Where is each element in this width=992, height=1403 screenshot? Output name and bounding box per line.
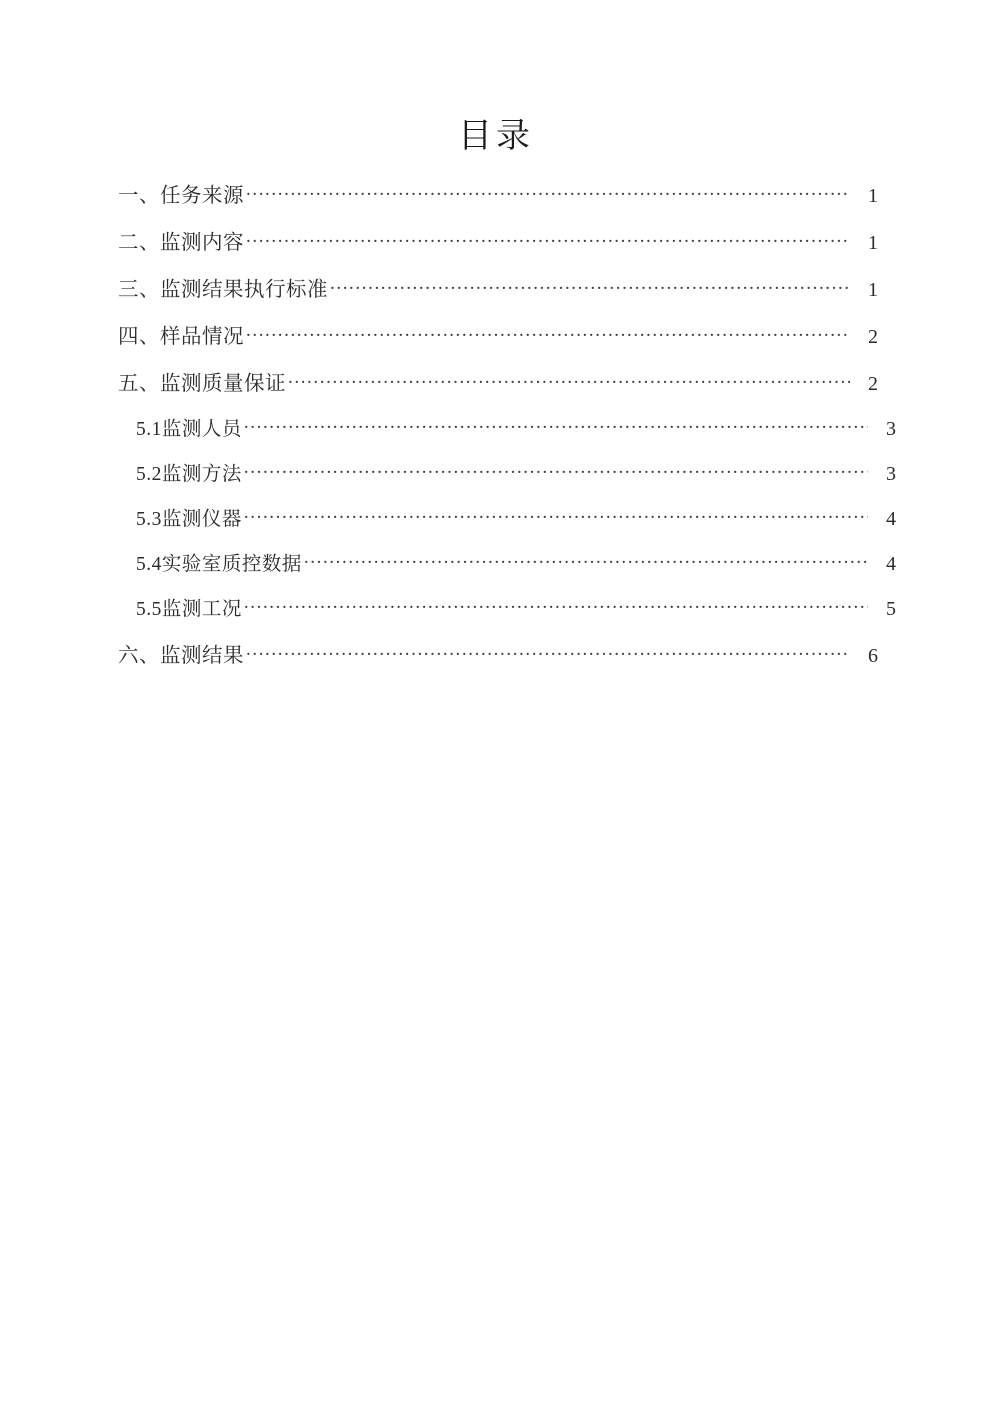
toc-entry-label: 六、监测结果 <box>118 645 244 667</box>
toc-entry[interactable] <box>118 638 878 668</box>
toc-entry[interactable] <box>118 178 878 208</box>
toc-entry[interactable] <box>118 503 896 531</box>
toc-entry-page: 3 <box>886 463 896 485</box>
toc-leader-dots <box>244 596 868 616</box>
toc-entry-label: 五、监测质量保证 <box>118 373 286 395</box>
toc-leader-dots <box>244 461 868 481</box>
toc-entry-page: 1 <box>868 185 878 207</box>
toc-leader-dots <box>246 229 850 250</box>
toc-entry-label: 一、任务来源 <box>118 185 244 207</box>
toc-entry-page: 1 <box>868 232 878 254</box>
toc-entry[interactable] <box>118 593 896 621</box>
toc-entry-page: 6 <box>868 645 878 667</box>
table-of-contents <box>118 178 896 685</box>
page-title: 目录 <box>458 118 534 155</box>
toc-entry[interactable] <box>118 319 878 349</box>
toc-leader-dots <box>244 416 868 436</box>
toc-entry-label: 5.4实验室质控数据 <box>136 554 302 575</box>
toc-leader-dots <box>330 276 850 297</box>
toc-entry[interactable] <box>118 458 896 486</box>
toc-entry-label: 三、监测结果执行标准 <box>118 279 328 301</box>
toc-entry-label: 5.2监测方法 <box>136 464 242 485</box>
toc-entry-page: 3 <box>886 418 896 440</box>
toc-leader-dots <box>246 642 850 663</box>
toc-entry-label: 5.5监测工况 <box>136 599 242 620</box>
toc-leader-dots <box>246 182 850 203</box>
toc-entry-page: 2 <box>868 373 878 395</box>
toc-entry[interactable] <box>118 225 878 255</box>
toc-entry-label: 二、监测内容 <box>118 232 244 254</box>
toc-leader-dots <box>246 323 850 344</box>
toc-entry-label: 5.3监测仪器 <box>136 509 242 530</box>
toc-entry-page: 2 <box>868 326 878 348</box>
toc-entry[interactable] <box>118 548 896 576</box>
toc-entry-page: 4 <box>886 508 896 530</box>
toc-leader-dots <box>244 506 868 526</box>
toc-entry[interactable] <box>118 272 878 302</box>
toc-entry-label: 5.1监测人员 <box>136 419 242 440</box>
toc-leader-dots <box>304 551 868 571</box>
toc-leader-dots <box>288 370 850 391</box>
toc-entry-page: 4 <box>886 553 896 575</box>
toc-entry[interactable] <box>118 366 878 396</box>
toc-entry-page: 5 <box>886 598 896 620</box>
toc-entry-label: 四、样品情况 <box>118 326 244 348</box>
toc-entry[interactable] <box>118 413 896 441</box>
toc-entry-page: 1 <box>868 279 878 301</box>
